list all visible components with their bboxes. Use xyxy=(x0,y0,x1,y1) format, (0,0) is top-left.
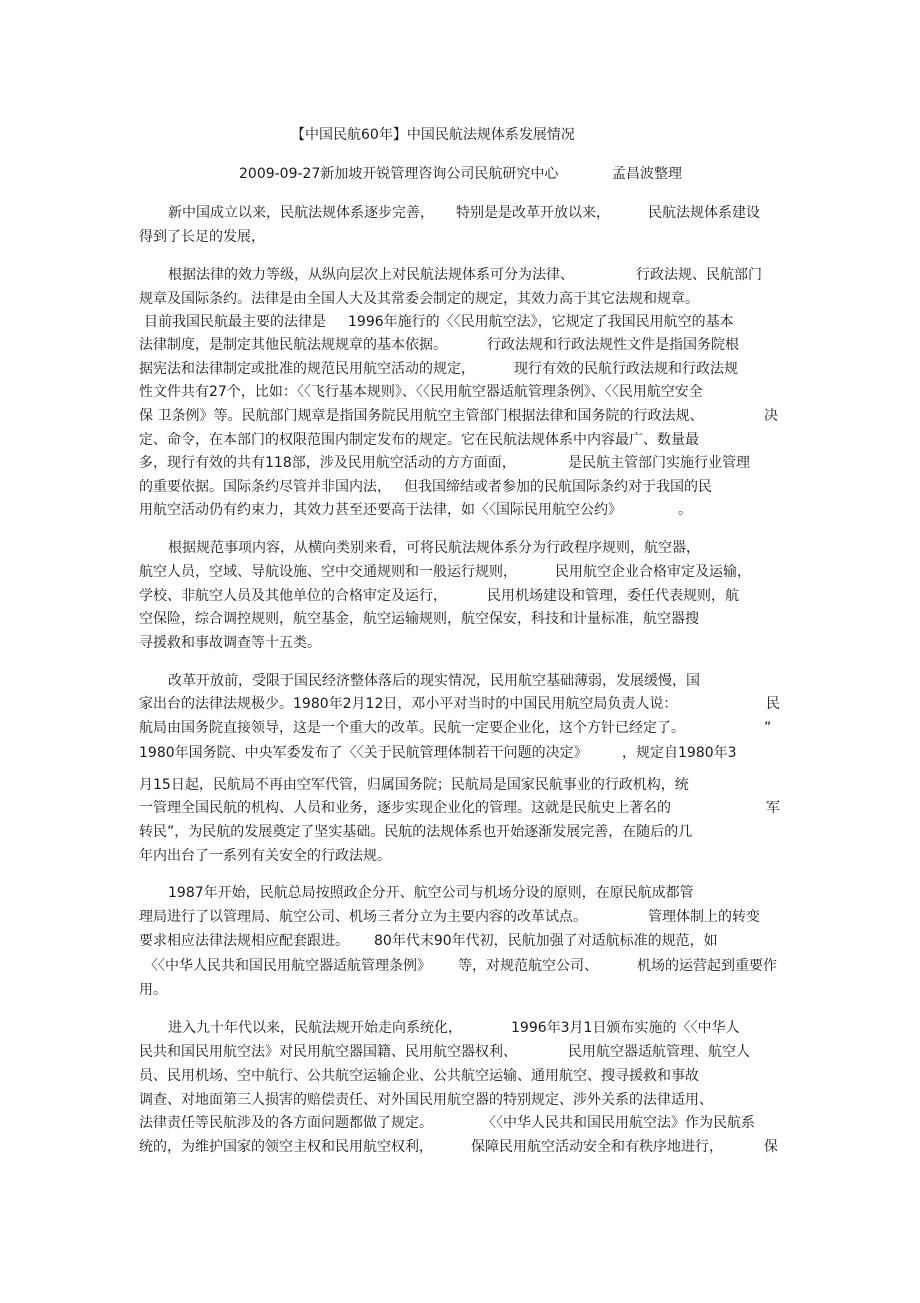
text-line: 1980年国务院、中央军委发布了〈〈关于民航管理体制若干问题的决定》 xyxy=(139,745,588,761)
text-line: 学校、非航空人员及其他单位的合格审定及运行， xyxy=(139,588,447,604)
text-line: 员、民用机场、空中航行、公共航空运输企业、公共航空运输、通用航空、搜寻援救和事故 xyxy=(139,1068,699,1084)
text-line: 民用机场建设和管理，委任代表规则，航 xyxy=(487,588,739,604)
text-line: 航空人员，空域、导航设施、空中交通规则和一般运行规则， xyxy=(139,564,517,580)
text-line: 机场的运营起到重要作 xyxy=(637,958,777,974)
text-line: 现行有效的民航行政法规和行政法规 xyxy=(514,361,738,377)
text-line: 改革开放前，受限于国民经济整体落后的现实情况，民用航空基础薄弱，发展缓慢，国 xyxy=(168,673,700,689)
text-line: 得到了长足的发展， xyxy=(139,229,265,245)
text-line: 行政法规、民航部门 xyxy=(636,267,762,283)
text-line: 要求相应法律法规相应配套跟进。 xyxy=(139,933,349,949)
text-line: 保 卫条例》等。民航部门规章是指国务院民用航空主管部门根据法律和国务院的行政法规、 xyxy=(139,408,704,424)
text-line: 新中国成立以来，民航法规体系逐步完善， xyxy=(168,205,434,221)
text-line: 80年代末90年代初，民航加强了对适航标准的规范，如 xyxy=(374,933,718,949)
text-line: 特别是是改革开放以来， xyxy=(456,205,610,221)
text-line: 根据法律的效力等级，从纵向层次上对民航法规体系可分为法律、 xyxy=(168,267,574,283)
text-line: 寻援救和事故调查等十五类。 xyxy=(139,635,321,651)
text-line: 家出台的法律法规极少。1980年2月12日，邓小平对当时的中国民用航空局负责人说： xyxy=(139,696,678,712)
text-line: 决 xyxy=(764,408,778,424)
text-line: 用。 xyxy=(139,982,167,998)
text-line: 军 xyxy=(766,800,780,816)
text-line: 民共和国民用航空法》对民用航空器国籍、民用航空器权利、 xyxy=(139,1044,517,1060)
text-line: 〈〈中华人民共和国民用航空法》作为民航系 xyxy=(482,1115,755,1131)
text-line: 〈〈中华人民共和国民用航空器适航管理条例》 xyxy=(144,958,431,974)
text-line: 行政法规和行政法规性文件是指国务院根 xyxy=(487,337,739,353)
text-line: 理局进行了以管理局、航空公司、机场三者分立为主要内容的改革试点。 xyxy=(139,909,587,925)
text-line: 用航空活动仍有约束力，其效力甚至还要高于法律，如〈〈国际民用航空公约》 xyxy=(139,502,622,518)
text-line: 转民”，为民航的发展奠定了坚实基础。民航的法规体系也开始逐渐发展完善，在随后的几 xyxy=(139,824,693,840)
text-line: 保 xyxy=(764,1139,778,1155)
text-line: 。 xyxy=(678,502,692,518)
text-line: 管理体制上的转变 xyxy=(648,909,760,925)
text-line: 调查、对地面第三人损害的赔偿责任、对外国民用航空器的特别规定、涉外关系的法律适用、 xyxy=(139,1092,713,1108)
text-line: 统的，为维护国家的领空主权和民用航空权利， xyxy=(139,1139,433,1155)
text-line: 进入九十年代以来，民航法规开始走向系统化， xyxy=(168,1020,462,1036)
text-line: 民航法规体系建设 xyxy=(648,205,760,221)
text-line: 1996年施行的〈〈民用航空法》，它规定了我国民用航空的基本 xyxy=(348,314,734,330)
text-line: 保障民用航空活动安全和有秩序地进行， xyxy=(471,1139,723,1155)
text-line: 的重要依据。国际条约尽管并非国内法， xyxy=(139,479,391,495)
text-line: 一管理全国民航的机构、人员和业务，逐步实现企业化的管理。这就是民航史上著名的 xyxy=(139,800,671,816)
text-line: 据宪法和法律制定或批准的规范民用航空活动的规定， xyxy=(139,361,475,377)
text-line: 1987年开始，民航总局按照政企分开、航空公司与机场分设的原则，在原民航成都管 xyxy=(168,885,694,901)
text-line: 规章及国际条约。法律是由全国人大及其常委会制定的规定，其效力高于其它法规和规章。 xyxy=(139,291,699,307)
text-line: 法律责任等民航涉及的各方面问题都做了规定。 xyxy=(139,1115,433,1131)
text-line: 多，现行有效的共有118部，涉及民用航空活动的方方面面， xyxy=(139,455,516,471)
text-line: 等，对规范航空公司、 xyxy=(458,958,598,974)
text-line: 民 xyxy=(766,696,780,712)
text-line: 目前我国民航最主要的法律是 xyxy=(144,314,326,330)
byline-author: 孟昌波整理 xyxy=(612,166,682,182)
text-line: 1996年3月1日颁布实施的〈〈中华人 xyxy=(511,1020,740,1036)
text-line: 民用航空企业合格审定及运输， xyxy=(555,564,751,580)
byline-date-org: 2009-09-27新加坡开锐管理咨询公司民航研究中心 xyxy=(239,166,559,182)
text-line: ，规定自1980年3 xyxy=(622,745,737,761)
text-line: 但我国缔结或者参加的民航国际条约对于我国的民 xyxy=(404,479,712,495)
text-line: 根据规范事项内容，从横向类别来看，可将民航法规体系分为行政程序规则，航空器， xyxy=(168,540,700,556)
text-line: 性文件共有27个，比如：〈〈飞行基本规则》、〈〈民用航空器适航管理条例》、〈〈民用航空安全 xyxy=(139,384,703,400)
text-line: 月15日起，民航局不再由空军代管，归属国务院；民航局是国家民航事业的行政机构，统 xyxy=(139,777,689,793)
document-title: 【中国民航60年】中国民航法规体系发展情况 xyxy=(291,127,575,143)
text-line: ” xyxy=(764,720,772,736)
text-line: 定、命令，在本部门的权限范围内制定发布的规定。它在民航法规体系中内容最广、数量最 xyxy=(139,432,699,448)
text-line: 年内出台了一系列有关安全的行政法规。 xyxy=(139,848,391,864)
text-line: 空保险，综合调控规则，航空基金，航空运输规则，航空保安，科技和计量标准，航空器搜 xyxy=(139,611,699,627)
text-line: 法律制度，是制定其他民航法规规章的基本依据。 xyxy=(139,337,447,353)
text-line: 民用航空器适航管理、航空人 xyxy=(568,1044,750,1060)
text-line: 航局由国务院直接领导，这是一个重大的改革。民航一定要企业化，这个方针已经定了。 xyxy=(139,720,685,736)
text-line: 是民航主管部门实施行业管理 xyxy=(568,455,750,471)
